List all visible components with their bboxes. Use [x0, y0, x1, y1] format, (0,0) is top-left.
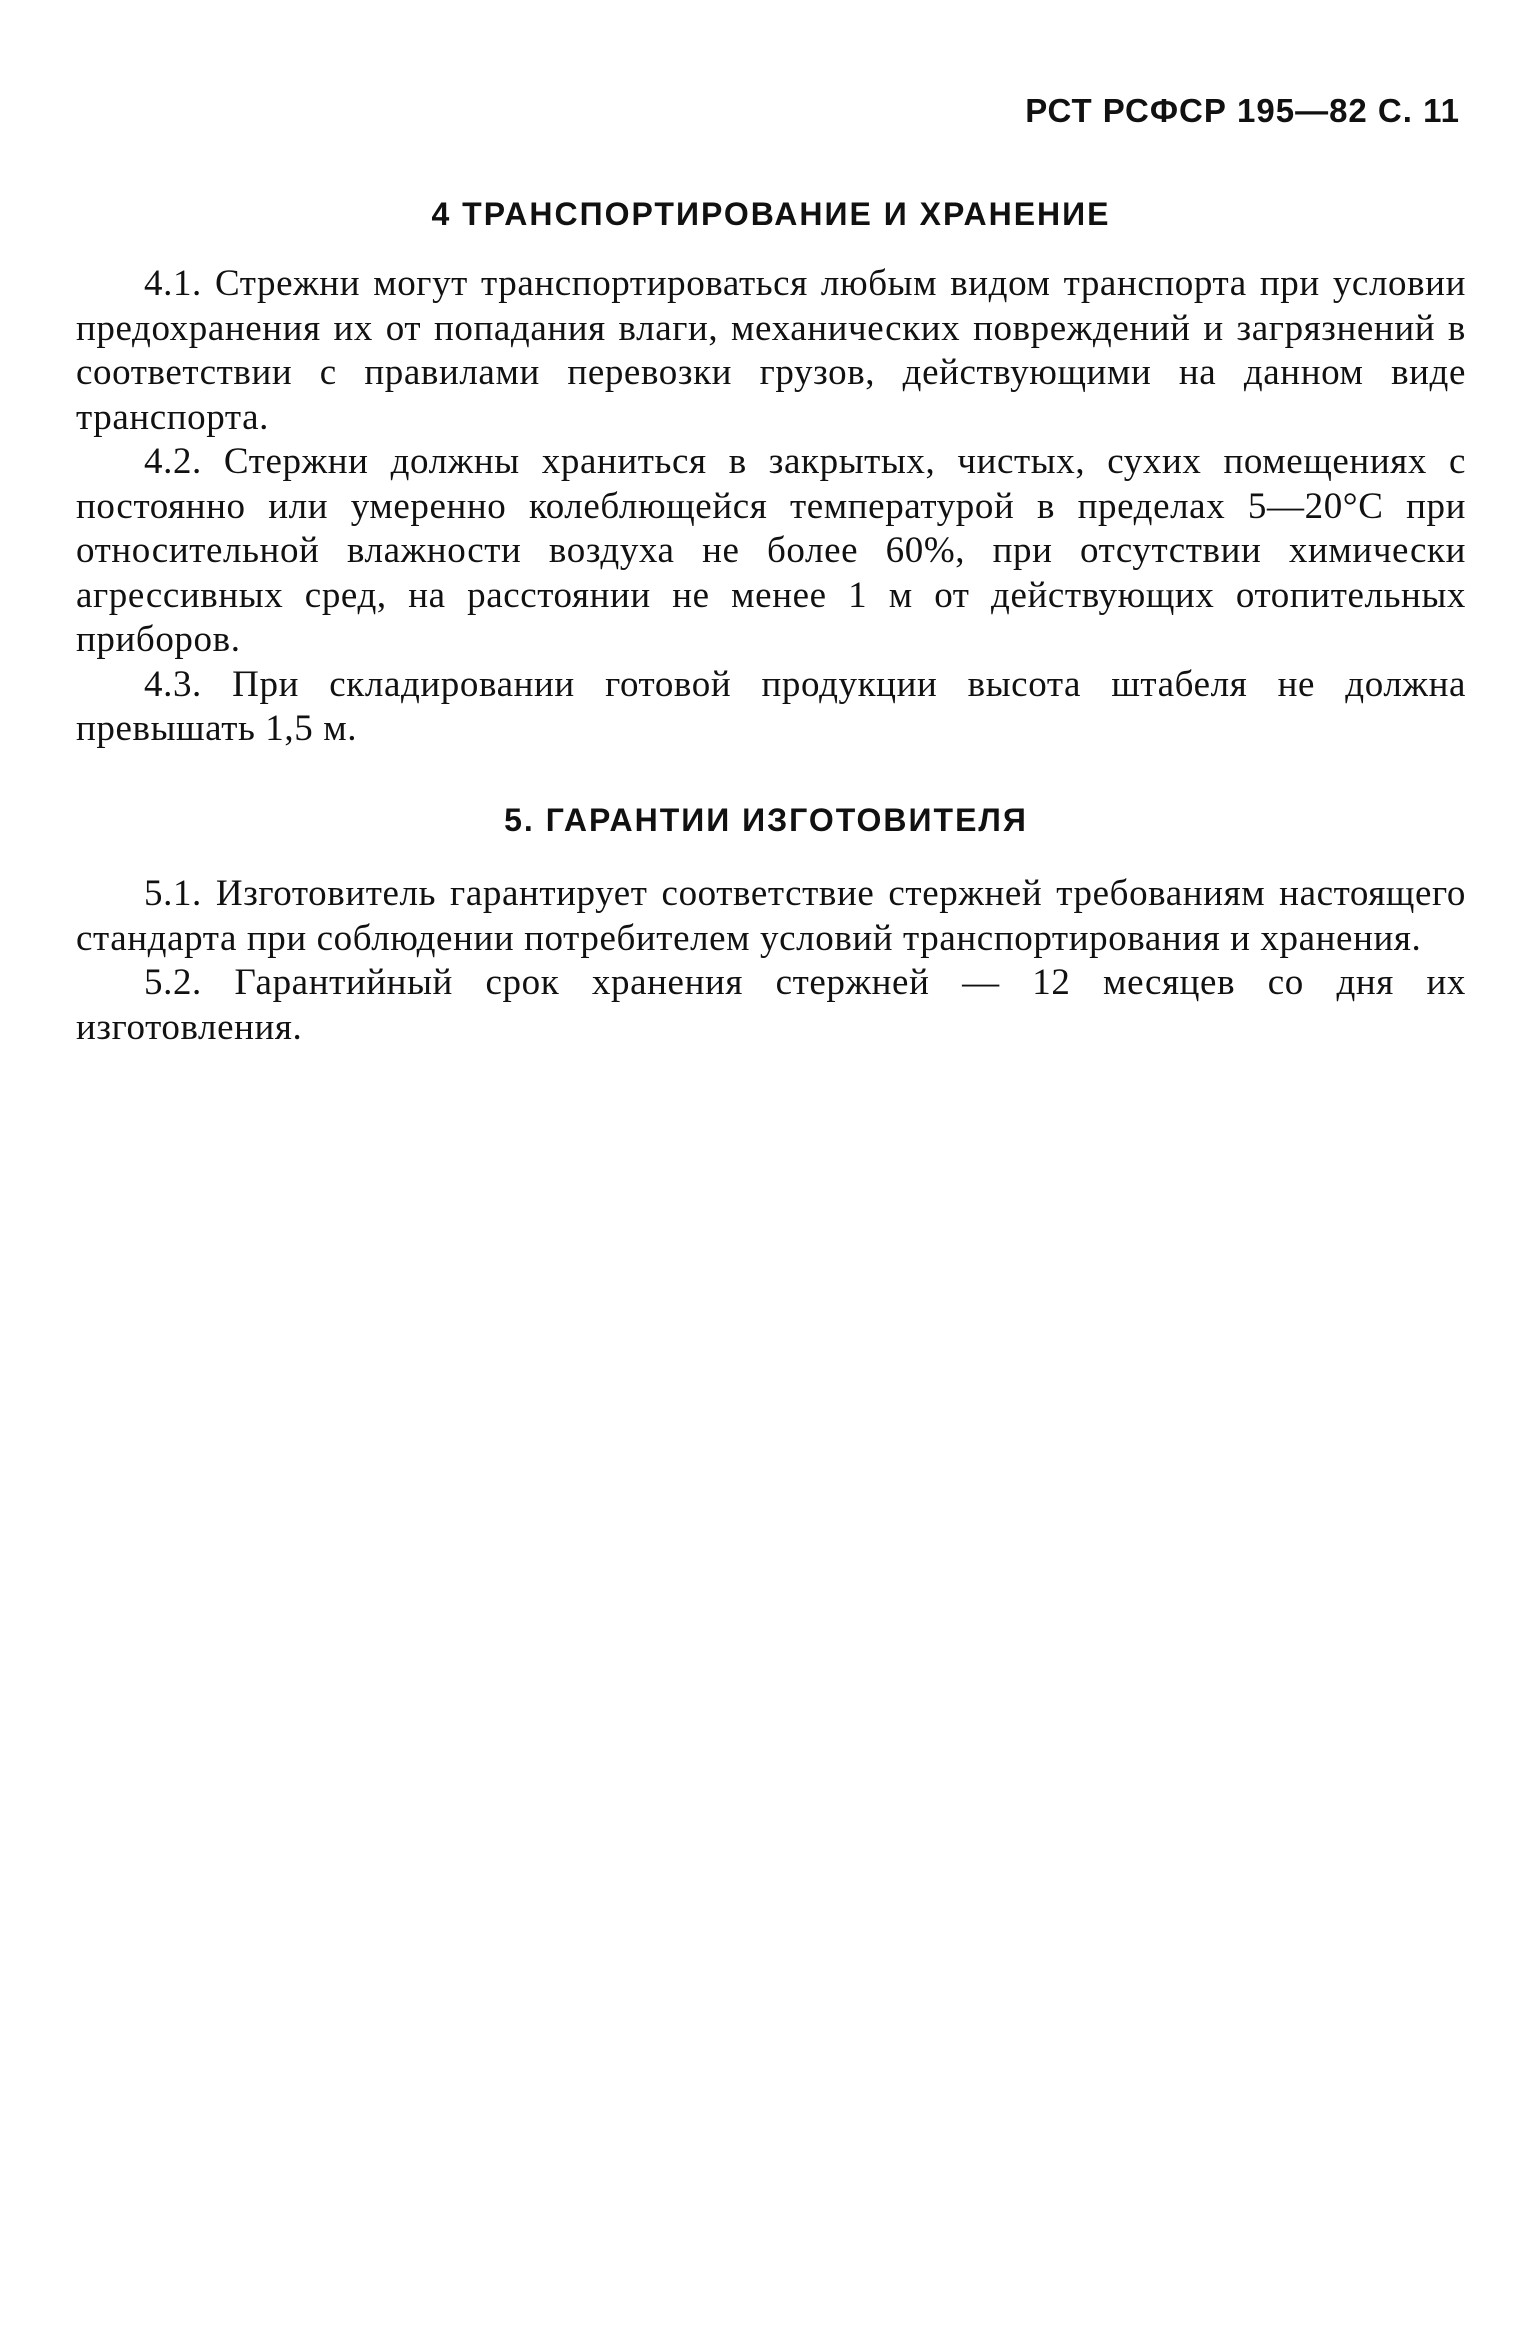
paragraph-4-2: 4.2. Стержни должны храниться в закрытых, чистых, сухих помещениях с постоянно или умеренно колеблющейся температурой в пределах 5—20°С при относительной влажности воздуха не более 60%, при отсутствии химически агрессивных сред, на расстоянии не менее 1 м от действующих отопительных приборов.: [76, 441, 1466, 660]
paragraph-5-2: 5.2. Гарантийный срок хранения стержней — 12 месяцев со дня их изготовления.: [76, 962, 1466, 1048]
running-header: РСТ РСФСР 195—82 С. 11: [1025, 92, 1460, 129]
section-title-transport-storage: 4 ТРАНСПОРТИРОВАНИЕ И ХРАНЕНИЕ: [431, 196, 1111, 232]
section-body-transport-storage: [76, 262, 1466, 752]
section-body-manufacturer-guarantees: [76, 872, 1466, 1050]
paragraph-5-1: 5.1. Изготовитель гарантирует соответствие стержней требованиям настоящего стандарта при соблюдении потребителем условий транспортирования и хранения.: [76, 873, 1466, 959]
section-title-manufacturer-guarantees: 5. ГАРАНТИИ ИЗГОТОВИТЕЛЯ: [504, 802, 1028, 838]
paragraph-4-3: 4.3. При складировании готовой продукции высота штабеля не должна превышать 1,5 м.: [76, 663, 1466, 749]
paragraph-4-1: 4.1. Стрежни могут транспортироваться любым видом транспорта при условии предохранения их от попадания влаги, механических повреждений и загрязнений в соответствии с правилами перевозки грузов, действующими на данном виде транспорта.: [76, 263, 1466, 438]
